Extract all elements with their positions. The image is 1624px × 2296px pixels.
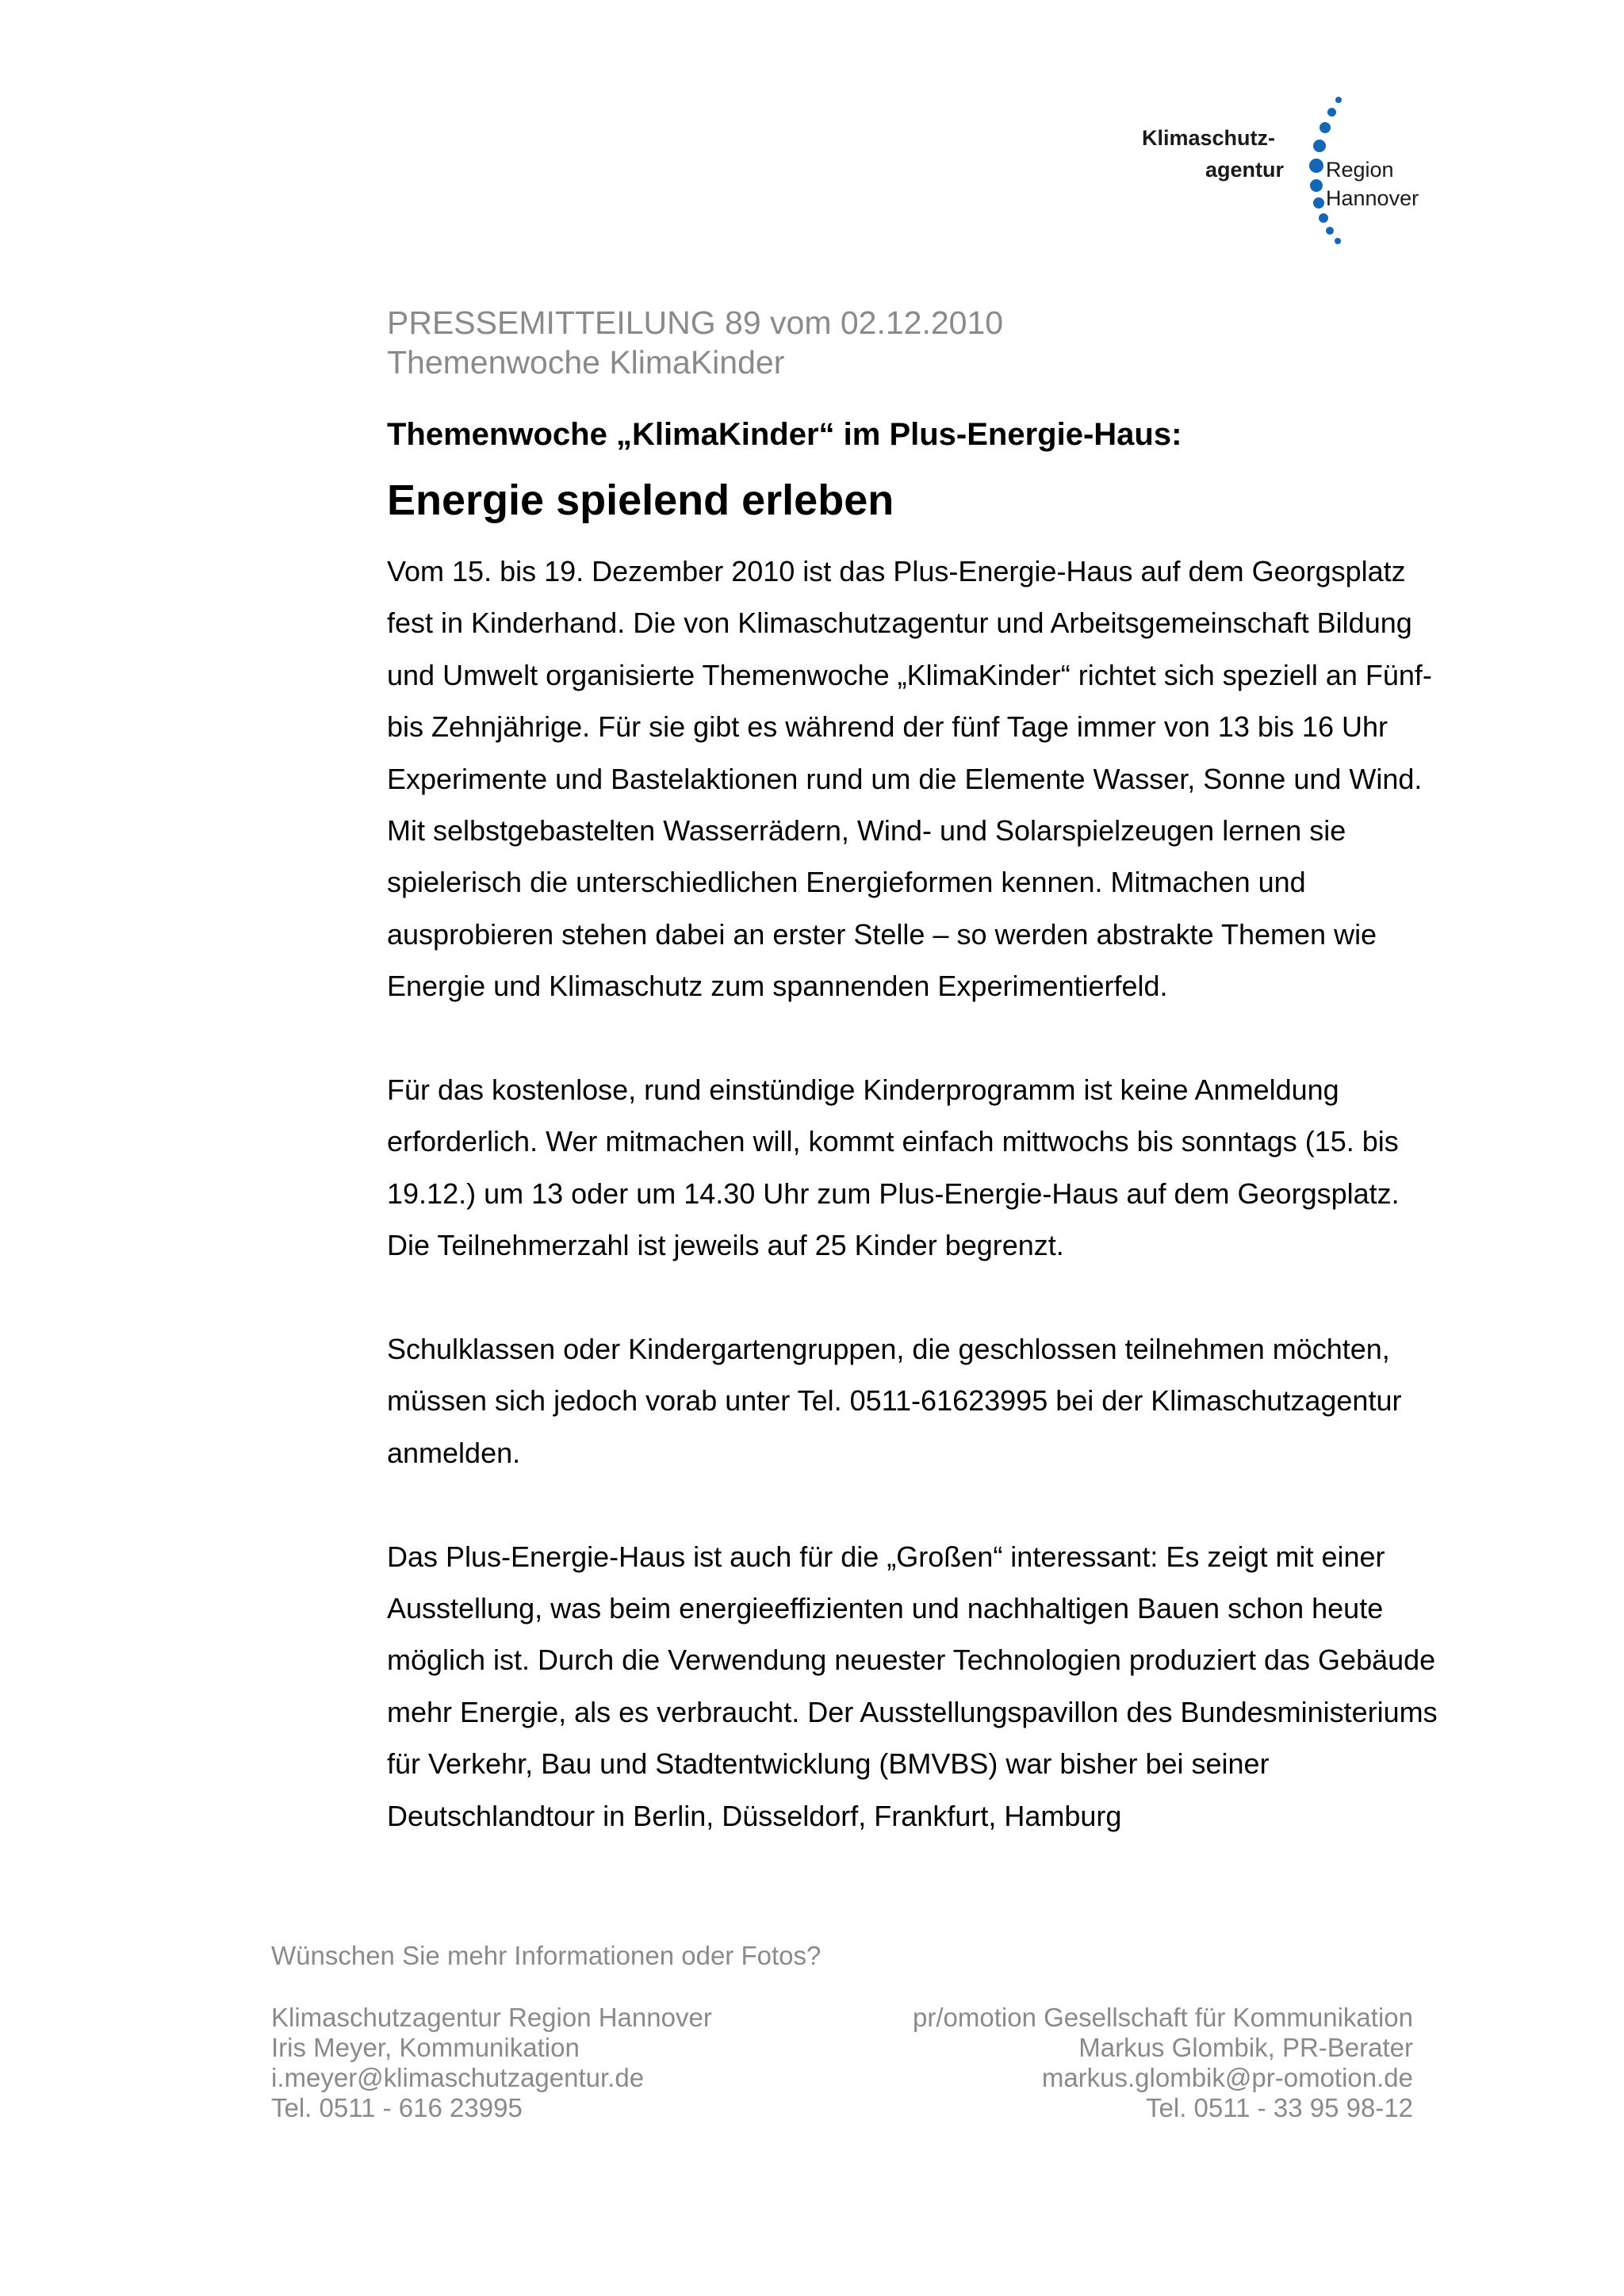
contact-left: [271, 2003, 712, 2123]
paragraph: Vom 15. bis 19. Dezember 2010 ist das Plus-Energie-Haus auf dem Georgsplatz fest in Kinderhand. Die von Klimaschutzagentur und Arbeitsgemeinschaft Bildung und Umwelt organisierte Themenwoche „KlimaKinder“ richtet sich speziell an Fünf- bis Zehnjährige. Für sie gibt es während der fünf Tage immer von 13 bis 16 Uhr Experimente und Bastelaktionen rund um die Elemente Wasser, Sonne und Wind. Mit selbstgebastelten Wasserrädern, Wind- und Solarspielzeugen lernen sie spielerisch die unterschiedlichen Energieformen kennen. Mitmachen und ausprobieren stehen dabei an erster Stelle – so werden abstrakte Themen wie Energie und Klimaschutz zum spannenden Experimentierfeld.: [387, 555, 1432, 1003]
press-header: [387, 303, 1003, 382]
page-title: Energie spielend erleben: [387, 476, 894, 524]
contact-row: [271, 2003, 1413, 2123]
contact-email[interactable]: markus.glombik@pr-omotion.de: [1041, 2063, 1413, 2092]
logo-dot-icon: [1313, 140, 1326, 152]
paragraph: Für das kostenlose, rund einstündige Kinderprogramm ist keine Anmeldung erforderlich. Wer mitmachen will, kommt einfach mittwochs bis sonntags (15. bis 19.12.) um 13 oder um 14.30 Uhr zum Plus-Energie-Haus auf dem Georgsplatz. Die Teilnehmerzahl ist jeweils auf 25 Kinder begrenzt.: [387, 1073, 1400, 1262]
logo-dot-icon: [1335, 97, 1342, 103]
paragraph: Das Plus-Energie-Haus ist auch für die „Großen“ interessant: Es zeigt mit einer Ausstellung, was beim energieeffizienten und nachhaltigen Bauen schon heute möglich ist. Durch die Verwendung neuester Technologien produziert das Gebäude mehr Energie, als es verbraucht. Der Ausstellungspavillon des Bundesministeriums für Verkehr, Bau und Stadtentwicklung (BMVBS) war bisher bei seiner Deutschlandtour in Berlin, Düsseldorf, Frankfurt, Hamburg: [387, 1540, 1438, 1832]
logo-dot-icon: [1335, 238, 1341, 244]
logo: [1142, 94, 1443, 252]
contact-org: pr/omotion Gesellschaft für Kommunikation: [913, 2003, 1413, 2032]
logo-dot-icon: [1310, 179, 1323, 192]
logo-dot-icon: [1326, 227, 1334, 235]
logo-line1: Klimaschutz-: [1142, 126, 1276, 150]
footer-question: Wünschen Sie mehr Informationen oder Fotos?: [271, 1941, 822, 1970]
logo-dot-icon: [1320, 122, 1331, 133]
contact-person: Iris Meyer, Kommunikation: [271, 2033, 580, 2062]
subtitle: Themenwoche „KlimaKinder“ im Plus-Energie-Haus:: [387, 417, 1182, 452]
contact-phone: Tel. 0511 - 616 23995: [271, 2093, 523, 2122]
topic-line: Themenwoche KlimaKinder: [387, 344, 785, 381]
logo-line2: agentur: [1205, 158, 1285, 182]
logo-region: Region: [1326, 158, 1394, 182]
logo-dot-icon: [1319, 213, 1328, 223]
logo-dot-icon: [1313, 197, 1324, 209]
logo-dot-icon: [1327, 108, 1336, 117]
contact-org: Klimaschutzagentur Region Hannover: [271, 2003, 712, 2032]
logo-city: Hannover: [1326, 186, 1419, 210]
footer: [271, 1941, 1413, 2123]
paragraph: Schulklassen oder Kindergartengruppen, die geschlossen teilnehmen möchten, müssen sich jedoch vorab unter Tel. 0511-61623995 bei der Klimaschutzagentur anmelden.: [387, 1333, 1402, 1469]
contact-email[interactable]: i.meyer@klimaschutzagentur.de: [271, 2063, 645, 2092]
contact-person: Markus Glombik, PR-Berater: [1078, 2033, 1413, 2062]
contact-right: [913, 2003, 1413, 2123]
body-text: [387, 545, 1450, 1842]
contact-phone: Tel. 0511 - 33 95 98-12: [1146, 2093, 1413, 2122]
press-release-line: PRESSEMITTEILUNG 89 vom 02.12.2010: [387, 304, 1004, 341]
logo-dot-icon: [1309, 159, 1323, 173]
